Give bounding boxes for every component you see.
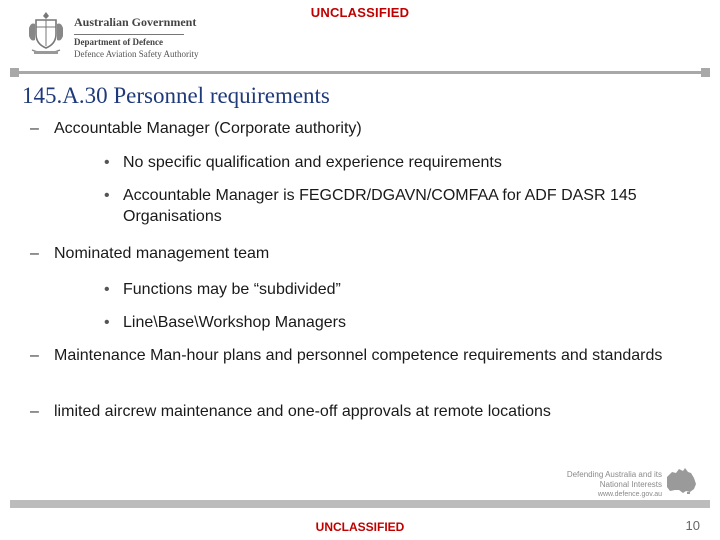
bullet-item	[30, 118, 690, 139]
bullet-item	[30, 345, 690, 366]
department-name: Department of Defence	[74, 37, 163, 47]
authority-name: Defence Aviation Safety Authority	[74, 49, 199, 59]
bullet-text: Functions may be “subdivided”	[123, 281, 341, 298]
australia-map-icon	[664, 465, 698, 495]
rule-end-left	[10, 68, 19, 77]
rule-end-right	[701, 68, 710, 77]
footer-rule	[10, 500, 710, 508]
sub-bullet-item	[104, 152, 684, 173]
sub-bullet-item	[104, 185, 684, 227]
sub-bullet-item	[104, 279, 684, 300]
footer-tagline: Defending Australia and its National Interests	[566, 470, 662, 489]
australian-government-logo	[26, 10, 199, 62]
bullet-text: Maintenance Man-hour plans and personnel competence requirements and standards	[54, 347, 663, 364]
dash-marker: –	[30, 347, 39, 364]
bullet-marker: •	[104, 154, 110, 171]
bullet-text: Accountable Manager (Corporate authority)	[54, 120, 362, 137]
footer-url: www.defence.gov.au	[597, 491, 662, 498]
page-number: 10	[685, 518, 700, 533]
bullet-marker: •	[104, 314, 110, 331]
dash-marker: –	[30, 245, 39, 262]
coat-of-arms-icon	[26, 10, 66, 56]
logo-divider	[74, 34, 184, 35]
bullet-text: Accountable Manager is FEGCDR/DGAVN/COMFAA for ADF DASR 145 Organisations	[123, 187, 637, 225]
dash-marker: –	[30, 120, 39, 137]
footer-tagline-block	[540, 470, 662, 500]
bullet-marker: •	[104, 281, 110, 298]
bullet-text: Line\Base\Workshop Managers	[123, 314, 346, 331]
bullet-text: Nominated management team	[54, 245, 270, 262]
sub-bullet-item	[104, 312, 684, 333]
bullet-item	[30, 401, 690, 422]
classification-top: UNCLASSIFIED	[310, 5, 410, 20]
dash-marker: –	[30, 403, 39, 420]
slide-title: 145.A.30 Personnel requirements	[22, 83, 330, 108]
bullet-item	[30, 243, 690, 264]
title-rule	[10, 71, 710, 74]
bullet-text: No specific qualification and experience requirements	[123, 154, 502, 171]
bullet-text: limited aircrew maintenance and one-off approvals at remote locations	[54, 403, 551, 420]
classification-bottom: UNCLASSIFIED	[315, 520, 405, 534]
bullet-marker: •	[104, 187, 110, 204]
government-name: Australian Government	[74, 15, 197, 29]
